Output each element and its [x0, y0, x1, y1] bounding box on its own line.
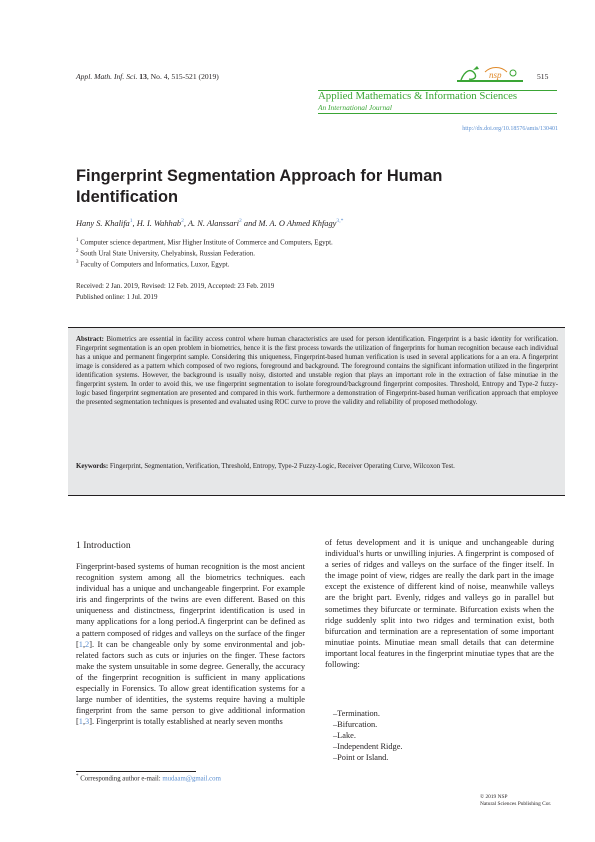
svg-text:nsp: nsp: [489, 70, 502, 80]
corresponding-author-footnote: * Corresponding author e-mail: mudaam@gmail.com: [76, 774, 221, 783]
journal-bottom-rule: [318, 113, 557, 114]
journal-subtitle: An International Journal: [318, 103, 392, 112]
copyright-line: © 2019 NSP: [480, 794, 508, 800]
affiliation: $^3$ Faculty of Computers and Informatics, Luxor, Egypt.: [76, 260, 230, 269]
list-item: –Bifurcation.: [333, 720, 378, 729]
running-header: [76, 72, 219, 81]
citation-link[interactable]: 1: [78, 639, 83, 649]
section-heading: 1 Introduction: [76, 540, 131, 551]
author-name: H. I. Wahhab: [136, 218, 182, 228]
affiliation: $^1$ Computer science department, Misr Higher Institute of Commerce and Computers, Egypt.: [76, 238, 333, 247]
citation-link[interactable]: 2: [85, 639, 90, 649]
abstract-top-rule: [68, 327, 565, 328]
journal-abbrev: Appl. Math. Inf. Sci.: [76, 72, 138, 81]
list-item: –Termination.: [333, 709, 380, 718]
copyright-notice: [480, 794, 551, 808]
body-column-right: of fetus development and it is unique and unchangeable during individual's hurts or unwilling injuries. A fingerprint is composed of a series of ridges and valleys on the surface of the finger itself. In the image point of view, ridges are really the dark part in the image except the existence of different kind of noise, meanwhile valleys are the bright part. Evenly, ridges and valleys go in parallel but sometimes they bifurcate or terminate. Bifurcation exists when the ridge suddenly split into two ridges and termination exist, both bifurcation and termination are a representation of some important minutiae points. Minutiae mean small details that can determine important local features in the fingerprint minutiae types that are the following:: [325, 538, 554, 670]
author-affil-ref: 2: [181, 218, 184, 224]
author-affil-ref: 2: [238, 218, 242, 224]
abstract-text: Biometrics are essential in facility access control where human characteristics are used for person identification. Fingerprint is a basic identity for verification. Fingerprint segmentation is an open problem in biometrics, hence it is the first process towards the utilization of fingerprints for human recognition because each individual has a unique and permanent fingerprint sample. Considering this uniqueness, Fingerprint-based human verification is used in several applications for a an era. A fingerprint image is considered as a pattern which composed of two regions, foreground and background. The foreground contains the significant information utilized in the fingerprint identification systems. However, the background is usually noisy, distorted and unstable region that plays an important role in the extraction of false minutiae in the fingerprint system. In order to avoid this, we use fingerprint segmentation to isolate foreground/background fingerprint composites. Threshold, Entropy and Type-2 fuzzy-logic based fingerprint segmentation are presented and compared in this work. furthermore a demonstration of Fingerprint-based human verification approach that employee the presented segmentation techniques is presented and evaluated using ROC curve to prove the validity and reliability of proposed methodology.: [76, 336, 558, 407]
author-name: M. A. O Ahmed Khfagy: [258, 218, 337, 228]
list-item: –Independent Ridge.: [333, 742, 403, 751]
citation-link[interactable]: 1: [78, 717, 83, 727]
keywords: [76, 462, 558, 471]
doi-link[interactable]: http://dx.doi.org/10.18576/amis/130401: [462, 126, 558, 132]
keywords-text: Fingerprint, Segmentation, Verification, Threshold, Entropy, Type-2 Fuzzy-Logic, Receiver Operating Curve, Wilcoxon Test.: [109, 463, 455, 470]
page-number: 515: [537, 72, 549, 81]
list-item: –Lake.: [333, 731, 356, 740]
received-dates: Received: 2 Jan. 2019, Revised: 12 Feb. 2019, Accepted: 23 Feb. 2019: [76, 282, 275, 290]
citation-link[interactable]: 3: [85, 717, 90, 727]
journal-name: Applied Mathematics & Information Sciences: [318, 90, 518, 102]
author-list: Hany S. Khalifa$^1$, H. I. Wahhab$^2$, A. N. Alanssari$^2$ and M. A. O Ahmed Khfagy$^{3,*}$: [76, 218, 344, 228]
publisher-name: Natural Sciences Publishing Cor.: [480, 801, 552, 807]
list-item: –Point or Island.: [333, 753, 389, 762]
affiliation: $^2$ South Ural State University, Chelyabinsk, Russian Federation.: [76, 249, 255, 258]
volume: 13: [139, 72, 147, 81]
author-affil-ref: 3,*: [336, 218, 344, 224]
abstract: [76, 335, 558, 407]
author-name: Hany S. Khalifa: [76, 218, 130, 228]
keywords-label: Keywords:: [76, 463, 109, 470]
abstract-bottom-rule: [68, 495, 565, 496]
article-title: Fingerprint Segmentation Approach for Human Identification: [76, 167, 443, 206]
published-date: Published online: 1 Jul. 2019: [76, 293, 158, 301]
author-affil-ref: 1: [129, 218, 133, 224]
issue-pages: , No. 4, 515-521 (2019): [146, 72, 219, 81]
abstract-label: Abstract:: [76, 336, 104, 343]
footnote-rule: [76, 771, 196, 772]
nsp-logo-icon: [455, 64, 525, 86]
author-name: A. N. Alanssari: [187, 218, 239, 228]
body-column-left: Fingerprint-based systems of human recognition is the most ancient recognition system among all the biometrics techniques. each individual has a unique and unchangeable fingerprint. For example iris and fingerprints of the twins are even different. Based on this uniqueness and distinctness, fingerprint identification is used in many applications for a long period.A fingerprint can be defined as a pattern composed of ridges and valleys on the surface of the finger [1,2]. It can be changeable only by some environmental and job-related factors such as cuts or injuries on the finger. These factors make the system unsuitable in some degree. Generally, the accuracy of the fingerprint recognition is sufficient in many applications especially in Forensics. To allow great identification systems for a large number of identities, the systems require having a multiple fingerprint from the same person to give additional information [1,3]. Fingerprint is totally established at nearly seven months: [76, 562, 305, 727]
email-link[interactable]: mudaam@gmail.com: [162, 775, 221, 783]
